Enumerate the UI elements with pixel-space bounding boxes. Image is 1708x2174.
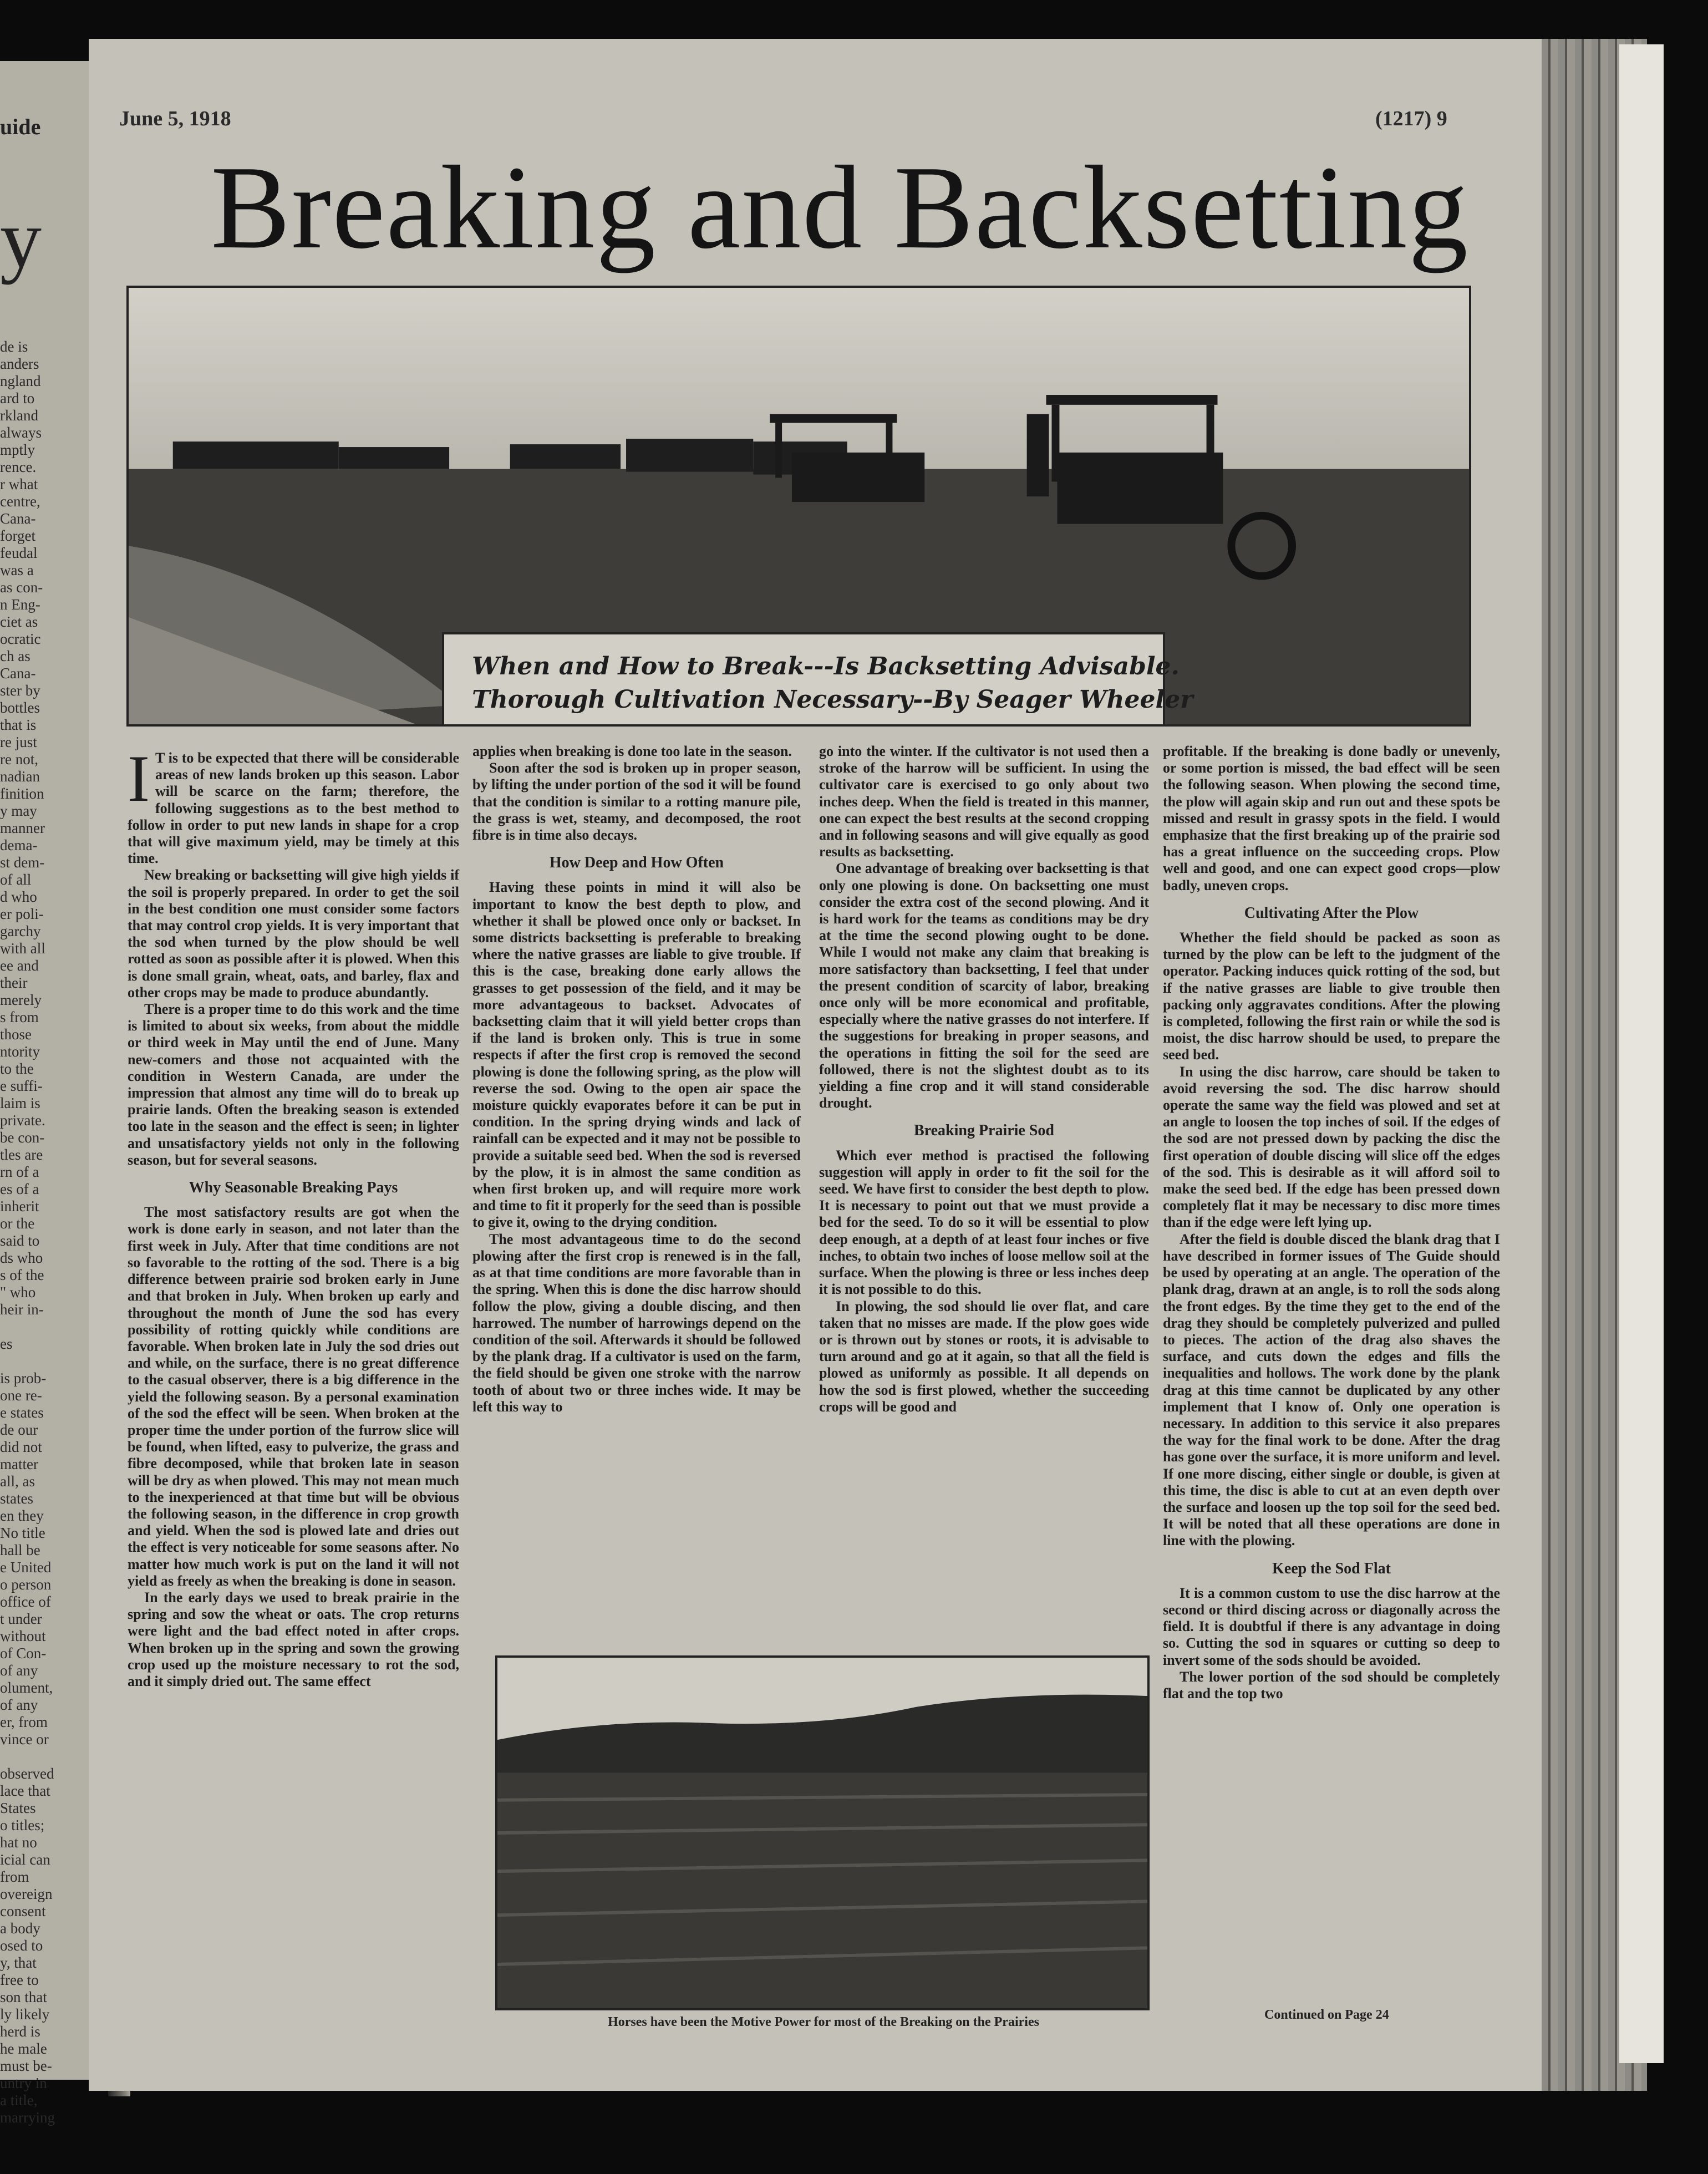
paragraph: Soon after the sod is broken up in proper season, by lifting the under portion of the sod it will be found that the condition is similar to a rotting manure pile, the grass is wet, steamy, and decomposed, the root fibre is in time also decays. <box>472 760 801 844</box>
left-page-line: hat no <box>0 1834 37 1851</box>
left-page-line: ocratic <box>0 631 41 647</box>
section-heading: Why Seasonable Breaking Pays <box>189 1179 398 1197</box>
left-page-line: ngland <box>0 373 41 389</box>
text-column-4 <box>1163 743 1500 2013</box>
left-page-line: rn of a <box>0 1164 39 1180</box>
left-page-line: y, that <box>0 1954 37 1971</box>
paragraph: In plowing, the sod should lie over flat, and care taken that no misses are made. If the plow goes wide or is thrown out by stones or roots, it is advisable to turn around and go at it again, so that all the field is plowed as uniformly as possible. It all depends on how the sod is first plowed, whether the succeeding crops will be good and <box>819 1298 1149 1415</box>
left-page-line: be con- <box>0 1129 45 1146</box>
left-page-line: osed to <box>0 1937 43 1954</box>
left-page-line: marrying <box>0 2109 55 2126</box>
left-page-line: Cana- <box>0 510 36 527</box>
page-number: (1217) 9 <box>1375 107 1447 130</box>
left-page-line: es <box>0 1335 13 1352</box>
left-page-line: er, from <box>0 1714 48 1730</box>
left-page-big-letter: y <box>0 193 42 285</box>
left-page-line: o titles; <box>0 1817 45 1833</box>
left-page-line: herd is <box>0 2023 40 2040</box>
left-page-line: " who <box>0 1284 36 1301</box>
left-page-line: private. <box>0 1112 45 1129</box>
left-page-line: without <box>0 1628 46 1644</box>
left-page-line: states <box>0 1490 33 1507</box>
section-heading: Breaking Prairie Sod <box>913 1122 1055 1140</box>
left-page-line: er poli- <box>0 906 44 922</box>
left-page-line: with all <box>0 940 45 957</box>
left-page-line: matter <box>0 1456 38 1472</box>
left-page-line: lace that <box>0 1782 50 1799</box>
section-heading: How Deep and How Often <box>549 854 724 872</box>
text-column-3 <box>819 743 1149 1642</box>
left-page-line: consent <box>0 1903 46 1919</box>
left-page-line: e states <box>0 1404 44 1421</box>
left-page-line: of any <box>0 1696 38 1713</box>
subtitle-line-1: When and How to Break---Is Backsetting Advisable. <box>472 652 1180 680</box>
left-page-line: ciet as <box>0 613 38 630</box>
left-page-line: or the <box>0 1215 35 1232</box>
section-heading: Cultivating After the Plow <box>1244 904 1419 922</box>
left-page-line: tles are <box>0 1146 43 1163</box>
left-page-line <box>0 1353 103 1370</box>
left-page-line: n Eng- <box>0 596 40 613</box>
left-page-line: nadian <box>0 768 40 785</box>
paragraph: applies when breaking is done too late in the season. <box>472 743 792 759</box>
article-subtitle-box <box>442 632 1193 727</box>
text-column-1 <box>128 741 459 2048</box>
left-page-line: as con- <box>0 579 43 596</box>
left-page-line: dema- <box>0 837 38 854</box>
paragraph: There is a proper time to do this work and the time is limited to about six weeks, from about the middle or third week in May until the end of June. Many new-comers and those not acquainted with the condition in Western Canada, are under the impression that almost any time will do to break up prairie lands. Often the breaking season is extended too late in the season and the effect is seen; in lighter and unsatisfactory yields not only in the following season, but for several seasons. <box>128 1001 459 1168</box>
drop-cap: I <box>128 741 150 815</box>
left-page-line: o person <box>0 1576 52 1593</box>
article-title: Breaking and Backsetting <box>211 141 1470 273</box>
paragraph: The most advantageous time to do the second plowing after the first crop is renewed is in the fall, as at that time conditions are more favorable than in the spring. When this is done the disc harrow should follow the plow, giving a double discing, and then harrowed. The number of harrowings depend on the condition of the soil. Afterwards it should be followed by the plank drag. If a cultivator is used on the farm, the field should be given one stroke with the narrow tooth of about two or three inches wide. It may be left this way to <box>472 1231 801 1415</box>
photo-caption: Horses have been the Motive Power for most of the Breaking on the Prairies <box>608 2015 1039 2029</box>
left-page-line: anders <box>0 355 39 372</box>
left-page-line: de is <box>0 338 28 355</box>
left-page-line: son that <box>0 1989 47 2005</box>
left-page-line: en they <box>0 1507 44 1524</box>
paragraph: In the early days we used to break prairie in the spring and sow the wheat or oats. The crop returns were light and the bad effect noted in after crops. When broken up in the spring and sown the growing crop used up the moisture necessary to rot the sod, and it simply dried out. The same effect <box>128 1589 459 1689</box>
left-page-line: did not <box>0 1439 42 1455</box>
continued-note: Continued on Page 24 <box>1264 2008 1389 2022</box>
paragraph: New breaking or backsetting will give high yields if the soil is properly prepared. In order to get the soil in the best condition one must consider some factors that may control crop yields. It is very important that the sod when turned by the plow should be well rotted as soon as possible after it is plowed. When this is done small grain, wheat, oats, and barley, flax and other crops may be made to produce abundantly. <box>128 867 459 1000</box>
left-page-line: r what <box>0 476 38 492</box>
text-column-2 <box>472 743 801 1642</box>
left-page-line: rkland <box>0 407 38 424</box>
paragraph: After the field is double disced the blank drag that I have described in former issues of The Guide should be used by operating at an angle. The operation of the plank drag, drawn at an angle, is to roll the sods along the front edges. By the time they get to the end of the drag they should be completely pulverized and pulled to pieces. The action of the drag also shaves the surface, and cuts down the edges and fills the inequalities and hollows. The work done by the plank drag at this time cannot be duplicated by any other implement that I know of. Only one operation is necessary. In addition to this service it also prepares the way for the final work to be done. After the drag has gone over the surface, it is more uniform and level. If one more discing, either single or double, is given at this time, the disc is able to cut at an even depth over the surface and loosen up the top soil for the seed bed. It will be noted that all these operations are done in line with the plowing. <box>1163 1231 1500 1549</box>
left-page-line: es of a <box>0 1181 39 1197</box>
paragraph: Whether the field should be packed as soon as turned by the plow can be left to the judgment of the operator. Packing induces quick rotting of the sod, but if the native grasses are liable to give trouble then packing only aggravates conditions. After the plowing is completed, following the first rain or while the sod is moist, the disc harrow should be used, to prepare the seed bed. <box>1163 929 1500 1063</box>
left-page-line: re just <box>0 734 37 750</box>
left-page-line: mptly <box>0 441 35 458</box>
left-page-line: untry in <box>0 2075 47 2091</box>
left-page-line: of Con- <box>0 1645 47 1662</box>
left-page-line: office of <box>0 1593 51 1610</box>
left-page-line: inherit <box>0 1198 39 1215</box>
left-page-line: of any <box>0 1662 38 1679</box>
section-heading: Keep the Sod Flat <box>1272 1560 1391 1577</box>
paragraph: Which ever method is practised the following suggestion will apply in order to fit the soil for the seed. We have first to consider the best depth to plow. It is necessary to point out that we must provide a bed for the seed. To do so it will be essential to plow deep enough, at a depth of at least four inches or five inches, to obtain two inches of loose mellow soil at the surface. When the plowing is three or less inches deep it is not possible to do this. <box>819 1147 1149 1298</box>
left-page-line: icial can <box>0 1851 50 1868</box>
left-page-line: those <box>0 1026 32 1043</box>
left-page-line: ster by <box>0 682 40 699</box>
page-date: June 5, 1918 <box>119 107 231 130</box>
left-page-line: ly likely <box>0 2006 50 2023</box>
paragraph: It is a common custom to use the disc harrow at the second or third discing across or diagonally across the field. It is doubtful if there is any advantage in doing so. Cutting the sod in squares or cutting so deep to invert some of the sods should be avoided. <box>1163 1584 1500 1668</box>
left-page-line: olument, <box>0 1679 53 1696</box>
left-page-line: all, as <box>0 1473 35 1490</box>
subtitle-line-2: Thorough Cultivation Necessary--By Seager Wheeler <box>472 685 1193 714</box>
page-edge-white <box>1619 44 1664 2063</box>
left-page-line: must be- <box>0 2058 52 2074</box>
left-page-line: t under <box>0 1611 42 1627</box>
left-page-line: finition <box>0 785 44 802</box>
left-page-line: garchy <box>0 923 41 939</box>
left-page-line: merely <box>0 992 42 1008</box>
left-page-line: from <box>0 1868 29 1885</box>
left-page-line: vince or <box>0 1731 49 1748</box>
left-page-line: No title <box>0 1525 45 1541</box>
photo-plowed-field <box>495 1655 1150 2010</box>
left-page-line: said to <box>0 1232 40 1249</box>
left-page-line: re not, <box>0 751 38 768</box>
left-page-line: free to <box>0 1972 39 1988</box>
left-page-line: ds who <box>0 1249 43 1266</box>
left-page-line: laim is <box>0 1095 40 1111</box>
paragraph: The most satisfactory results are got when the work is done early in season, and not later than the first week in July. After that time conditions are not so favorable to the rotting of the sod. There is a big difference between prairie sod broken early in June and that broken in July. When broken up early and throughout the month of June the sod has every possibility of rotting quickly while conditions are favorable. When broken late in July the sod dries out and while, on the surface, there is no great difference to the casual observer, there is a big difference in the yield the following season. By a personal examination of the sod the effect will be seen. When broken at the proper time the under portion of the furrow slice will be found, when lifted, easy to pulverize, the grass and fibre decomposed, while that broken late in season will be dry as when plowed. This may not mean much to the inexperienced at that time but will be obvious the following season, in the difference in crop growth and yield. When the sod is plowed late and dries out the effect is very noticeable for some seasons after. No matter how much work is put on the land it will not yield as freely as when the breaking is done in season. <box>128 1204 459 1589</box>
left-page-line: to the <box>0 1060 34 1077</box>
left-page-line: centre, <box>0 493 40 510</box>
left-page-line: was a <box>0 562 34 578</box>
left-page-line: always <box>0 424 42 441</box>
left-page-line: rence. <box>0 459 37 475</box>
paragraph: The lower portion of the sod should be completely flat and the top two <box>1163 1668 1500 1701</box>
left-page-line: that is <box>0 717 37 733</box>
left-page-line: observed <box>0 1765 54 1782</box>
left-page-line <box>0 1748 103 1765</box>
left-page-line: e United <box>0 1559 52 1576</box>
left-page-line: s of the <box>0 1267 44 1283</box>
paragraph: I T is to be expected that there will be considerable areas of new lands broken up this season. Labor will be scarce on the farm; therefore, the following suggestions as to the best method to follow in order to put new lands in shape for a crop that will give maximum yield, may be timely at this time. <box>128 741 459 867</box>
left-page-line: hall be <box>0 1542 40 1558</box>
left-page-line: ch as <box>0 648 30 664</box>
left-page-line: bottles <box>0 699 40 716</box>
left-page-line: manner <box>0 820 45 836</box>
left-page-line: ard to <box>0 390 35 407</box>
left-page-line: ee and <box>0 957 39 974</box>
left-page-line: heir in- <box>0 1301 44 1318</box>
left-page-line: e suffi- <box>0 1078 43 1094</box>
left-page-line: de our <box>0 1421 38 1438</box>
left-page-line: Cana- <box>0 665 36 682</box>
left-page-line: of all <box>0 871 32 888</box>
left-page-line: one re- <box>0 1387 42 1404</box>
left-page-line: a body <box>0 1920 40 1937</box>
left-page-line: he male <box>0 2040 47 2057</box>
paragraph: In using the disc harrow, care should be taken to avoid reversing the sod. The disc harrow should operate the same way the field was plowed and set at an angle to loosen the top inches of soil. If the edges of the sod are not pressed down by packing the disc the first operation of double discing will slice off the edges of the sod. This is desirable as it will afford soil to make the seed bed. If the edge has been pressed down completely flat it may be necessary to disc more times than if the edge were left lying up. <box>1163 1063 1500 1231</box>
left-page-line: a title, <box>0 2092 38 2109</box>
left-page-line: overeign <box>0 1886 53 1902</box>
left-page-line: st dem- <box>0 854 45 871</box>
left-page-line: feudal <box>0 545 38 561</box>
left-page-line: ntority <box>0 1043 40 1060</box>
left-page-line <box>0 1318 103 1335</box>
left-page-line: y may <box>0 802 37 819</box>
left-page-line: s from <box>0 1009 39 1025</box>
left-page-header: uide <box>0 114 41 139</box>
paragraph: One advantage of breaking over backsetting is that only one plowing is done. On backsetting one must consider the extra cost of the second plowing. And it is hard work for the teams as conditions may be dry at the time the second plowing ought to be done. While I would not make any claim that breaking is more satisfactory than backsetting, I feel that under the present condition of scarcity of labor, breaking once only will be more economical and profitable, especially where the native grasses do not interfere. If the suggestions for breaking in proper seasons, and the operations in fitting the soil for the seed are followed, there is not the slightest doubt as to its yielding a fine crop and it will stand considerable drought. <box>819 860 1149 1111</box>
paragraph: go into the winter. If the cultivator is not used then a stroke of the harrow will be sufficient. In using the cultivator care is exercised to go only about two inches deep. When the field is treated in this manner, one can expect the best results at the second cropping and in following seasons and will give equally as good results as backsetting. <box>819 743 1149 860</box>
left-page-line: is prob- <box>0 1370 47 1386</box>
left-page-line: their <box>0 974 28 991</box>
left-page-line: d who <box>0 888 37 905</box>
left-page-line: States <box>0 1800 36 1816</box>
left-page-text <box>0 338 103 2126</box>
paragraph: Having these points in mind it will also be important to know the best depth to plow, and whether it shall be plowed once only or backset. In some districts backsetting is preferable to breaking where the native grasses are liable to give trouble. If this is the case, breaking done early allows the grasses to get possession of the field, and it may be more advantageous to backset. Advocates of backsetting claim that it will yield better crops than if the land is broken only. This is true in some respects if after the first crop is removed the second plowing is done the following spring, as the plow will reverse the sod. Owing to the open air space the moisture quickly evaporates before it can be put in condition. In the spring drying winds and lack of rainfall can be expected and it may not be possible to provide a suitable seed bed. When the sod is reversed by the plow, it is in almost the same condition as when first broken up, and will require more work and time to fit it properly for the seed than is possible to give it, owing to the drying condition. <box>472 879 801 1231</box>
left-page-line: forget <box>0 527 35 544</box>
paragraph: profitable. If the breaking is done badly or unevenly, or some portion is missed, the bad effect will be seen the following season. When plowing the second time, the plow will again skip and run out and these spots be missed and result in grassy spots in the field. I would emphasize that the first breaking up of the prairie sod has a great influence on the succeeding crops. Plow well and good, and one can expect good crops—plow badly, uneven crops. <box>1163 743 1500 893</box>
